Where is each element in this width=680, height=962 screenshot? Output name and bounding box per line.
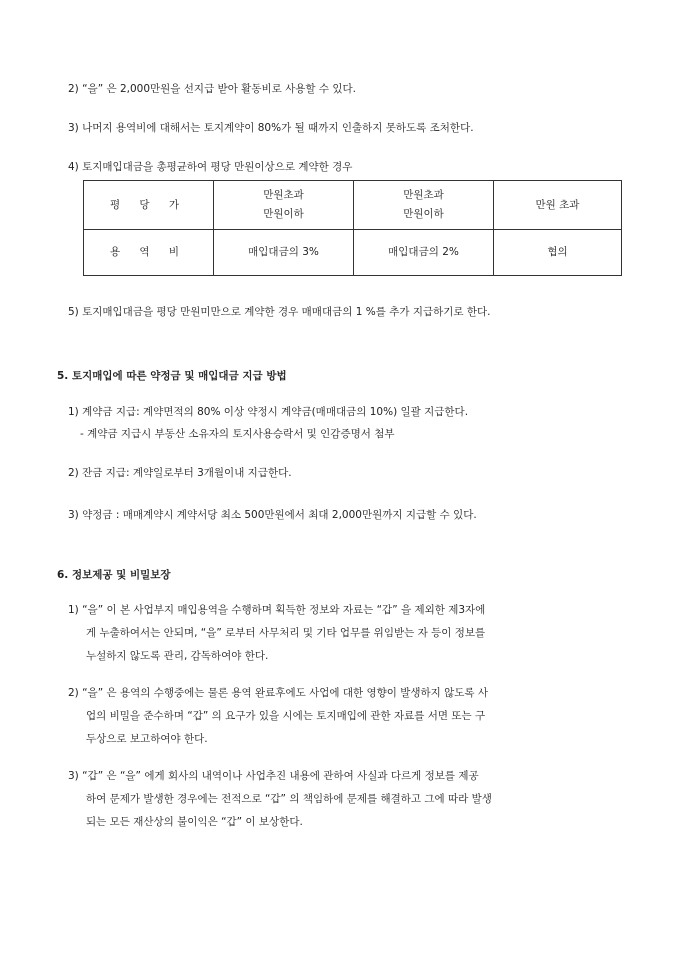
bracket-1-line2: 만원이하: [263, 208, 304, 220]
bracket-2-line1: 만원초과: [403, 189, 444, 201]
section-6-item-3-line-1: 3) “갑” 은 “을” 에게 회사의 내역이나 사업추진 내용에 관하여 사실과 다르게 정보를 제공: [68, 770, 479, 782]
service-fee-table: [83, 180, 622, 276]
section-6-item-1-line-2: 게 누출하여서는 안되며, “을” 로부터 사무처리 및 기타 업무를 위임받는 자 등이 정보를: [86, 627, 486, 639]
section-6-item-2-line-2: 업의 비밀을 준수하며 “갑” 의 요구가 있을 시에는 토지매입에 관한 자료를 서면 또는 구: [86, 710, 486, 722]
clause-2-advance-payment: 2) “을” 은 2,000만원을 선지급 받아 활동비로 사용할 수 있다.: [68, 83, 356, 95]
bracket-3-cell: 만원 초과: [494, 181, 622, 230]
bracket-1-cell: [214, 181, 354, 230]
section-6-item-3-line-3: 되는 모든 재산상의 불이익은 “갑” 이 보상한다.: [86, 816, 303, 828]
section-5-item-2: 2) 잔금 지급: 계약일로부터 3개월이내 지급한다.: [68, 467, 292, 479]
fee-bracket-2: 매입대금의 2%: [354, 230, 494, 276]
section-5-heading: 5. 토지매입에 따른 약정금 및 매입대금 지급 방법: [57, 370, 287, 382]
section-5-item-3: 3) 약정금 : 매매계약시 계약서당 최소 500만원에서 최대 2,000만원까지 지급할 수 있다.: [68, 509, 477, 521]
table-row: [84, 230, 622, 276]
bracket-2-line2: 만원이하: [403, 208, 444, 220]
clause-5-additional-payment: 5) 토지매입대금을 평당 만원미만으로 계약한 경우 매매대금의 1 %를 추가 지급하기로 한다.: [68, 306, 491, 318]
clause-4-average-price: 4) 토지매입대금을 총평균하여 평당 만원이상으로 계약한 경우: [68, 161, 353, 173]
section-5-item-1-sub: - 계약금 지급시 부동산 소유자의 토지사용승락서 및 인감증명서 첨부: [80, 428, 395, 440]
section-6-heading: 6. 정보제공 및 비밀보장: [57, 569, 171, 581]
section-6-item-2-line-1: 2) “을” 은 용역의 수행중에는 물론 용역 완료후에도 사업에 대한 영향이 발생하지 않도록 사: [68, 687, 489, 699]
bracket-2-cell: [354, 181, 494, 230]
section-6-item-1-line-3: 누설하지 않도록 관리, 감독하여야 한다.: [86, 650, 269, 662]
table-row: [84, 181, 622, 230]
fee-bracket-1: 매입대금의 3%: [214, 230, 354, 276]
section-5-item-1: 1) 계약금 지급: 계약면적의 80% 이상 약정시 계약금(매매대금의 10%) 일괄 지급한다.: [68, 406, 469, 418]
section-6-item-1-line-1: 1) “을” 이 본 사업부지 매입용역을 수행하며 획득한 정보와 자료는 “갑” 을 제외한 제3자에: [68, 604, 486, 616]
clause-3-remaining-fee: 3) 나머지 용역비에 대해서는 토지계약이 80%가 될 때까지 인출하지 못하도록 조처한다.: [68, 122, 474, 134]
service-fee-header: 용 역 비: [84, 230, 214, 276]
price-per-pyeong-header: 평 당 가: [84, 181, 214, 230]
fee-bracket-3: 협의: [494, 230, 622, 276]
bracket-1-line1: 만원초과: [263, 189, 304, 201]
section-6-item-2-line-3: 두상으로 보고하여야 한다.: [86, 733, 208, 745]
section-6-item-3-line-2: 하여 문제가 발생한 경우에는 전적으로 “갑” 의 책임하에 문제를 해결하고 그에 따라 발생: [86, 793, 492, 805]
